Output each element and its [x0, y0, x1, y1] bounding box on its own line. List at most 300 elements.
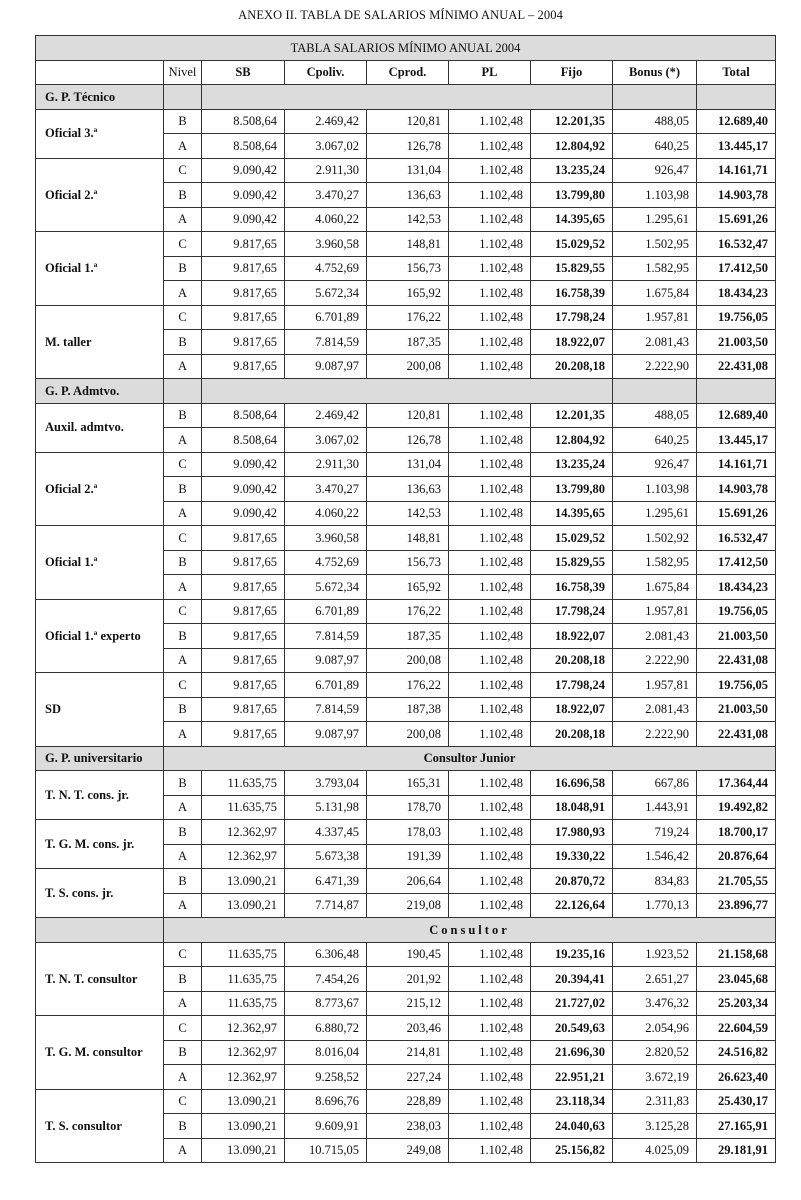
group-label: Consultor Junior: [164, 746, 776, 771]
cell-pl: 1.102,48: [449, 305, 531, 330]
cell-total: 21.003,50: [697, 697, 776, 722]
cell-total: 29.181,91: [697, 1138, 776, 1163]
cell-cprod: 165,92: [367, 575, 449, 600]
group-blank-cell: [164, 379, 202, 404]
category-name: Oficial 3.ª: [36, 109, 164, 158]
cell-sb: 9.817,65: [202, 330, 285, 355]
cell-total: 19.756,05: [697, 673, 776, 698]
group-blank-cell: [164, 85, 202, 110]
cell-sb: 9.090,42: [202, 158, 285, 183]
cell-sb: 9.090,42: [202, 207, 285, 232]
cell-bonus: 1.770,13: [613, 893, 697, 918]
cell-fijo: 22.951,21: [531, 1065, 613, 1090]
cell-cprod: 214,81: [367, 1040, 449, 1065]
header-blank: [36, 60, 164, 85]
cell-pl: 1.102,48: [449, 771, 531, 796]
table-row: [36, 1016, 776, 1041]
cell-bonus: 3.476,32: [613, 991, 697, 1016]
cell-bonus: 2.820,52: [613, 1040, 697, 1065]
category-name: T. G. M. consultor: [36, 1016, 164, 1090]
cell-bonus: 834,83: [613, 869, 697, 894]
cell-nivel: C: [164, 158, 202, 183]
group-blank-cell: [202, 85, 613, 110]
cell-cpoliv: 3.960,58: [285, 526, 367, 551]
cell-fijo: 16.758,39: [531, 281, 613, 306]
cell-cpoliv: 5.131,98: [285, 795, 367, 820]
cell-fijo: 18.048,91: [531, 795, 613, 820]
cell-fijo: 16.696,58: [531, 771, 613, 796]
group-row: [36, 746, 776, 771]
cell-cprod: 136,63: [367, 183, 449, 208]
category-name: SD: [36, 673, 164, 747]
cell-cpoliv: 9.609,91: [285, 1114, 367, 1139]
table-row: [36, 673, 776, 698]
cell-cprod: 219,08: [367, 893, 449, 918]
cell-sb: 8.508,64: [202, 134, 285, 159]
cell-sb: 9.817,65: [202, 354, 285, 379]
cell-cprod: 126,78: [367, 428, 449, 453]
cell-cpoliv: 9.258,52: [285, 1065, 367, 1090]
cell-pl: 1.102,48: [449, 1040, 531, 1065]
group-name: G. P. Técnico: [36, 85, 164, 110]
cell-nivel: B: [164, 1040, 202, 1065]
cell-sb: 9.817,65: [202, 722, 285, 747]
cell-cprod: 187,38: [367, 697, 449, 722]
group-name: [36, 918, 164, 943]
table-row: [36, 158, 776, 183]
cell-cpoliv: 9.087,97: [285, 648, 367, 673]
cell-sb: 9.817,65: [202, 648, 285, 673]
cell-fijo: 13.235,24: [531, 452, 613, 477]
header-fijo: Fijo: [531, 60, 613, 85]
cell-fijo: 13.799,80: [531, 183, 613, 208]
cell-pl: 1.102,48: [449, 256, 531, 281]
cell-pl: 1.102,48: [449, 722, 531, 747]
cell-nivel: B: [164, 820, 202, 845]
cell-fijo: 12.201,35: [531, 109, 613, 134]
cell-total: 22.431,08: [697, 354, 776, 379]
cell-bonus: 2.222,90: [613, 354, 697, 379]
cell-nivel: A: [164, 501, 202, 526]
cell-nivel: C: [164, 1089, 202, 1114]
cell-bonus: 1.103,98: [613, 183, 697, 208]
cell-nivel: A: [164, 991, 202, 1016]
cell-bonus: 1.582,95: [613, 550, 697, 575]
cell-bonus: 1.923,52: [613, 942, 697, 967]
table-row: [36, 599, 776, 624]
cell-bonus: 1.103,98: [613, 477, 697, 502]
cell-total: 26.623,40: [697, 1065, 776, 1090]
cell-fijo: 14.395,65: [531, 501, 613, 526]
cell-cprod: 191,39: [367, 844, 449, 869]
cell-fijo: 23.118,34: [531, 1089, 613, 1114]
cell-fijo: 15.029,52: [531, 232, 613, 257]
cell-cprod: 148,81: [367, 526, 449, 551]
cell-pl: 1.102,48: [449, 991, 531, 1016]
cell-total: 17.412,50: [697, 550, 776, 575]
cell-cpoliv: 7.454,26: [285, 967, 367, 992]
header-cprod: Cprod.: [367, 60, 449, 85]
cell-nivel: C: [164, 599, 202, 624]
cell-sb: 8.508,64: [202, 428, 285, 453]
cell-sb: 11.635,75: [202, 942, 285, 967]
cell-bonus: 1.675,84: [613, 575, 697, 600]
cell-fijo: 12.804,92: [531, 134, 613, 159]
cell-cpoliv: 2.469,42: [285, 403, 367, 428]
cell-nivel: B: [164, 183, 202, 208]
cell-bonus: 1.957,81: [613, 599, 697, 624]
group-row: [36, 918, 776, 943]
cell-fijo: 18.922,07: [531, 624, 613, 649]
cell-nivel: B: [164, 256, 202, 281]
cell-pl: 1.102,48: [449, 281, 531, 306]
cell-sb: 9.090,42: [202, 477, 285, 502]
cell-nivel: B: [164, 550, 202, 575]
cell-cpoliv: 3.960,58: [285, 232, 367, 257]
cell-fijo: 13.235,24: [531, 158, 613, 183]
cell-pl: 1.102,48: [449, 1089, 531, 1114]
table-row: [36, 109, 776, 134]
cell-sb: 9.817,65: [202, 281, 285, 306]
table-row: [36, 232, 776, 257]
cell-fijo: 17.980,93: [531, 820, 613, 845]
cell-fijo: 12.201,35: [531, 403, 613, 428]
cell-cprod: 136,63: [367, 477, 449, 502]
cell-nivel: C: [164, 1016, 202, 1041]
cell-total: 17.364,44: [697, 771, 776, 796]
cell-nivel: B: [164, 1114, 202, 1139]
cell-total: 16.532,47: [697, 526, 776, 551]
cell-sb: 9.817,65: [202, 232, 285, 257]
cell-nivel: A: [164, 722, 202, 747]
cell-nivel: C: [164, 452, 202, 477]
cell-cprod: 215,12: [367, 991, 449, 1016]
cell-cpoliv: 4.060,22: [285, 207, 367, 232]
cell-cprod: 187,35: [367, 330, 449, 355]
cell-nivel: A: [164, 207, 202, 232]
cell-pl: 1.102,48: [449, 109, 531, 134]
cell-nivel: C: [164, 305, 202, 330]
cell-pl: 1.102,48: [449, 158, 531, 183]
cell-sb: 11.635,75: [202, 991, 285, 1016]
cell-fijo: 20.870,72: [531, 869, 613, 894]
cell-cprod: 227,24: [367, 1065, 449, 1090]
cell-sb: 9.817,65: [202, 624, 285, 649]
cell-total: 18.434,23: [697, 281, 776, 306]
cell-pl: 1.102,48: [449, 599, 531, 624]
cell-sb: 11.635,75: [202, 967, 285, 992]
cell-fijo: 21.727,02: [531, 991, 613, 1016]
cell-cpoliv: 6.701,89: [285, 599, 367, 624]
category-name: Oficial 1.ª: [36, 232, 164, 306]
cell-fijo: 20.208,18: [531, 722, 613, 747]
cell-pl: 1.102,48: [449, 673, 531, 698]
table-row: [36, 526, 776, 551]
group-blank-cell: [613, 85, 697, 110]
cell-cprod: 200,08: [367, 354, 449, 379]
cell-sb: 13.090,21: [202, 1089, 285, 1114]
table-row: [36, 1089, 776, 1114]
cell-cpoliv: 4.752,69: [285, 256, 367, 281]
cell-bonus: 3.125,28: [613, 1114, 697, 1139]
cell-pl: 1.102,48: [449, 893, 531, 918]
cell-sb: 9.817,65: [202, 599, 285, 624]
cell-cprod: 165,92: [367, 281, 449, 306]
group-row: [36, 85, 776, 110]
cell-pl: 1.102,48: [449, 354, 531, 379]
cell-nivel: A: [164, 428, 202, 453]
cell-pl: 1.102,48: [449, 403, 531, 428]
cell-sb: 12.362,97: [202, 820, 285, 845]
cell-nivel: C: [164, 673, 202, 698]
cell-total: 13.445,17: [697, 134, 776, 159]
cell-sb: 9.817,65: [202, 575, 285, 600]
cell-bonus: 488,05: [613, 403, 697, 428]
cell-nivel: B: [164, 330, 202, 355]
cell-nivel: A: [164, 354, 202, 379]
cell-nivel: A: [164, 795, 202, 820]
cell-sb: 9.817,65: [202, 526, 285, 551]
group-blank-cell: [697, 85, 776, 110]
cell-fijo: 25.156,82: [531, 1138, 613, 1163]
cell-cpoliv: 10.715,05: [285, 1138, 367, 1163]
cell-total: 21.158,68: [697, 942, 776, 967]
cell-cpoliv: 9.087,97: [285, 722, 367, 747]
cell-cpoliv: 7.814,59: [285, 624, 367, 649]
document-title: ANEXO II. TABLA DE SALARIOS MÍNIMO ANUAL – 2004: [238, 8, 563, 22]
cell-bonus: 667,86: [613, 771, 697, 796]
cell-bonus: 1.546,42: [613, 844, 697, 869]
cell-bonus: 1.443,91: [613, 795, 697, 820]
cell-pl: 1.102,48: [449, 550, 531, 575]
cell-sb: 9.090,42: [202, 501, 285, 526]
category-name: T. N. T. consultor: [36, 942, 164, 1016]
cell-nivel: A: [164, 1138, 202, 1163]
cell-cpoliv: 8.696,76: [285, 1089, 367, 1114]
cell-pl: 1.102,48: [449, 1016, 531, 1041]
cell-fijo: 24.040,63: [531, 1114, 613, 1139]
group-name: G. P. universitario: [36, 746, 164, 771]
cell-sb: 12.362,97: [202, 1016, 285, 1041]
cell-bonus: 2.222,90: [613, 722, 697, 747]
cell-total: 23.045,68: [697, 967, 776, 992]
cell-pl: 1.102,48: [449, 134, 531, 159]
cell-fijo: 19.330,22: [531, 844, 613, 869]
cell-sb: 9.817,65: [202, 305, 285, 330]
cell-total: 14.903,78: [697, 477, 776, 502]
cell-fijo: 20.549,63: [531, 1016, 613, 1041]
cell-fijo: 18.922,07: [531, 697, 613, 722]
cell-nivel: A: [164, 893, 202, 918]
cell-fijo: 15.829,55: [531, 550, 613, 575]
cell-pl: 1.102,48: [449, 820, 531, 845]
cell-sb: 8.508,64: [202, 109, 285, 134]
table-row: [36, 942, 776, 967]
cell-cpoliv: 9.087,97: [285, 354, 367, 379]
cell-nivel: B: [164, 697, 202, 722]
header-cpoliv: Cpoliv.: [285, 60, 367, 85]
cell-nivel: B: [164, 967, 202, 992]
cell-pl: 1.102,48: [449, 428, 531, 453]
cell-total: 27.165,91: [697, 1114, 776, 1139]
cell-total: 24.516,82: [697, 1040, 776, 1065]
cell-pl: 1.102,48: [449, 501, 531, 526]
cell-cpoliv: 5.672,34: [285, 281, 367, 306]
cell-fijo: 15.029,52: [531, 526, 613, 551]
cell-bonus: 2.081,43: [613, 624, 697, 649]
cell-cpoliv: 6.701,89: [285, 673, 367, 698]
cell-total: 19.492,82: [697, 795, 776, 820]
category-name: T. S. consultor: [36, 1089, 164, 1163]
cell-bonus: 719,24: [613, 820, 697, 845]
cell-total: 18.700,17: [697, 820, 776, 845]
cell-pl: 1.102,48: [449, 648, 531, 673]
cell-nivel: B: [164, 624, 202, 649]
cell-bonus: 640,25: [613, 428, 697, 453]
cell-nivel: B: [164, 109, 202, 134]
cell-bonus: 926,47: [613, 452, 697, 477]
cell-pl: 1.102,48: [449, 232, 531, 257]
cell-sb: 13.090,21: [202, 869, 285, 894]
cell-bonus: 2.222,90: [613, 648, 697, 673]
cell-nivel: C: [164, 232, 202, 257]
cell-cprod: 131,04: [367, 158, 449, 183]
cell-cpoliv: 2.469,42: [285, 109, 367, 134]
cell-total: 14.161,71: [697, 158, 776, 183]
cell-fijo: 22.126,64: [531, 893, 613, 918]
cell-total: 19.756,05: [697, 305, 776, 330]
cell-sb: 9.090,42: [202, 452, 285, 477]
cell-sb: 13.090,21: [202, 1138, 285, 1163]
cell-cprod: 206,64: [367, 869, 449, 894]
cell-cprod: 228,89: [367, 1089, 449, 1114]
cell-cprod: 156,73: [367, 550, 449, 575]
cell-fijo: 17.798,24: [531, 673, 613, 698]
cell-nivel: A: [164, 281, 202, 306]
cell-total: 15.691,26: [697, 501, 776, 526]
cell-pl: 1.102,48: [449, 1138, 531, 1163]
category-name: Oficial 1.ª: [36, 526, 164, 600]
cell-cprod: 203,46: [367, 1016, 449, 1041]
cell-sb: 12.362,97: [202, 844, 285, 869]
cell-pl: 1.102,48: [449, 1114, 531, 1139]
cell-cpoliv: 3.470,27: [285, 183, 367, 208]
cell-bonus: 4.025,09: [613, 1138, 697, 1163]
cell-sb: 9.817,65: [202, 550, 285, 575]
cell-pl: 1.102,48: [449, 697, 531, 722]
cell-cprod: 238,03: [367, 1114, 449, 1139]
cell-total: 25.203,34: [697, 991, 776, 1016]
category-name: T. G. M. cons. jr.: [36, 820, 164, 869]
cell-cpoliv: 6.471,39: [285, 869, 367, 894]
cell-total: 16.532,47: [697, 232, 776, 257]
table-title: TABLA SALARIOS MÍNIMO ANUAL 2004: [36, 36, 776, 61]
header-sb: SB: [202, 60, 285, 85]
cell-total: 20.876,64: [697, 844, 776, 869]
cell-cprod: 165,31: [367, 771, 449, 796]
cell-cpoliv: 2.911,30: [285, 452, 367, 477]
cell-cprod: 176,22: [367, 673, 449, 698]
table-title-row: [36, 36, 776, 61]
cell-sb: 9.817,65: [202, 256, 285, 281]
cell-sb: 13.090,21: [202, 893, 285, 918]
cell-cpoliv: 6.880,72: [285, 1016, 367, 1041]
cell-bonus: 1.582,95: [613, 256, 697, 281]
cell-cprod: 120,81: [367, 403, 449, 428]
cell-cpoliv: 8.016,04: [285, 1040, 367, 1065]
cell-total: 18.434,23: [697, 575, 776, 600]
cell-pl: 1.102,48: [449, 477, 531, 502]
cell-fijo: 16.758,39: [531, 575, 613, 600]
cell-pl: 1.102,48: [449, 942, 531, 967]
cell-fijo: 15.829,55: [531, 256, 613, 281]
cell-bonus: 3.672,19: [613, 1065, 697, 1090]
cell-cpoliv: 3.470,27: [285, 477, 367, 502]
salary-table: [35, 35, 776, 1163]
cell-nivel: A: [164, 648, 202, 673]
cell-pl: 1.102,48: [449, 183, 531, 208]
header-total: Total: [697, 60, 776, 85]
cell-bonus: 926,47: [613, 158, 697, 183]
cell-total: 21.705,55: [697, 869, 776, 894]
cell-cprod: 126,78: [367, 134, 449, 159]
cell-sb: 11.635,75: [202, 771, 285, 796]
cell-cprod: 201,92: [367, 967, 449, 992]
cell-pl: 1.102,48: [449, 1065, 531, 1090]
cell-cprod: 200,08: [367, 722, 449, 747]
cell-fijo: 21.696,30: [531, 1040, 613, 1065]
cell-pl: 1.102,48: [449, 967, 531, 992]
category-name: Oficial 2.ª: [36, 158, 164, 232]
cell-cprod: 200,08: [367, 648, 449, 673]
category-name: Oficial 1.ª experto: [36, 599, 164, 673]
header-bonus: Bonus (*): [613, 60, 697, 85]
group-blank-cell: [202, 379, 613, 404]
category-name: M. taller: [36, 305, 164, 379]
cell-pl: 1.102,48: [449, 526, 531, 551]
cell-cpoliv: 4.752,69: [285, 550, 367, 575]
group-label: Consultor: [164, 918, 776, 943]
cell-nivel: A: [164, 844, 202, 869]
cell-sb: 9.817,65: [202, 673, 285, 698]
cell-bonus: 2.081,43: [613, 697, 697, 722]
cell-sb: 8.508,64: [202, 403, 285, 428]
cell-cpoliv: 5.672,34: [285, 575, 367, 600]
cell-total: 23.896,77: [697, 893, 776, 918]
cell-cprod: 142,53: [367, 207, 449, 232]
cell-nivel: A: [164, 134, 202, 159]
cell-total: 22.431,08: [697, 648, 776, 673]
header-row: [36, 60, 776, 85]
cell-cprod: 190,45: [367, 942, 449, 967]
cell-fijo: 19.235,16: [531, 942, 613, 967]
cell-cprod: 187,35: [367, 624, 449, 649]
cell-total: 12.689,40: [697, 403, 776, 428]
cell-bonus: 2.311,83: [613, 1089, 697, 1114]
cell-sb: 11.635,75: [202, 795, 285, 820]
cell-nivel: C: [164, 526, 202, 551]
cell-cpoliv: 6.306,48: [285, 942, 367, 967]
cell-cprod: 176,22: [367, 599, 449, 624]
cell-bonus: 2.054,96: [613, 1016, 697, 1041]
table-row: [36, 452, 776, 477]
cell-total: 15.691,26: [697, 207, 776, 232]
cell-cprod: 249,08: [367, 1138, 449, 1163]
cell-nivel: B: [164, 771, 202, 796]
cell-sb: 9.817,65: [202, 697, 285, 722]
cell-pl: 1.102,48: [449, 869, 531, 894]
cell-fijo: 17.798,24: [531, 305, 613, 330]
